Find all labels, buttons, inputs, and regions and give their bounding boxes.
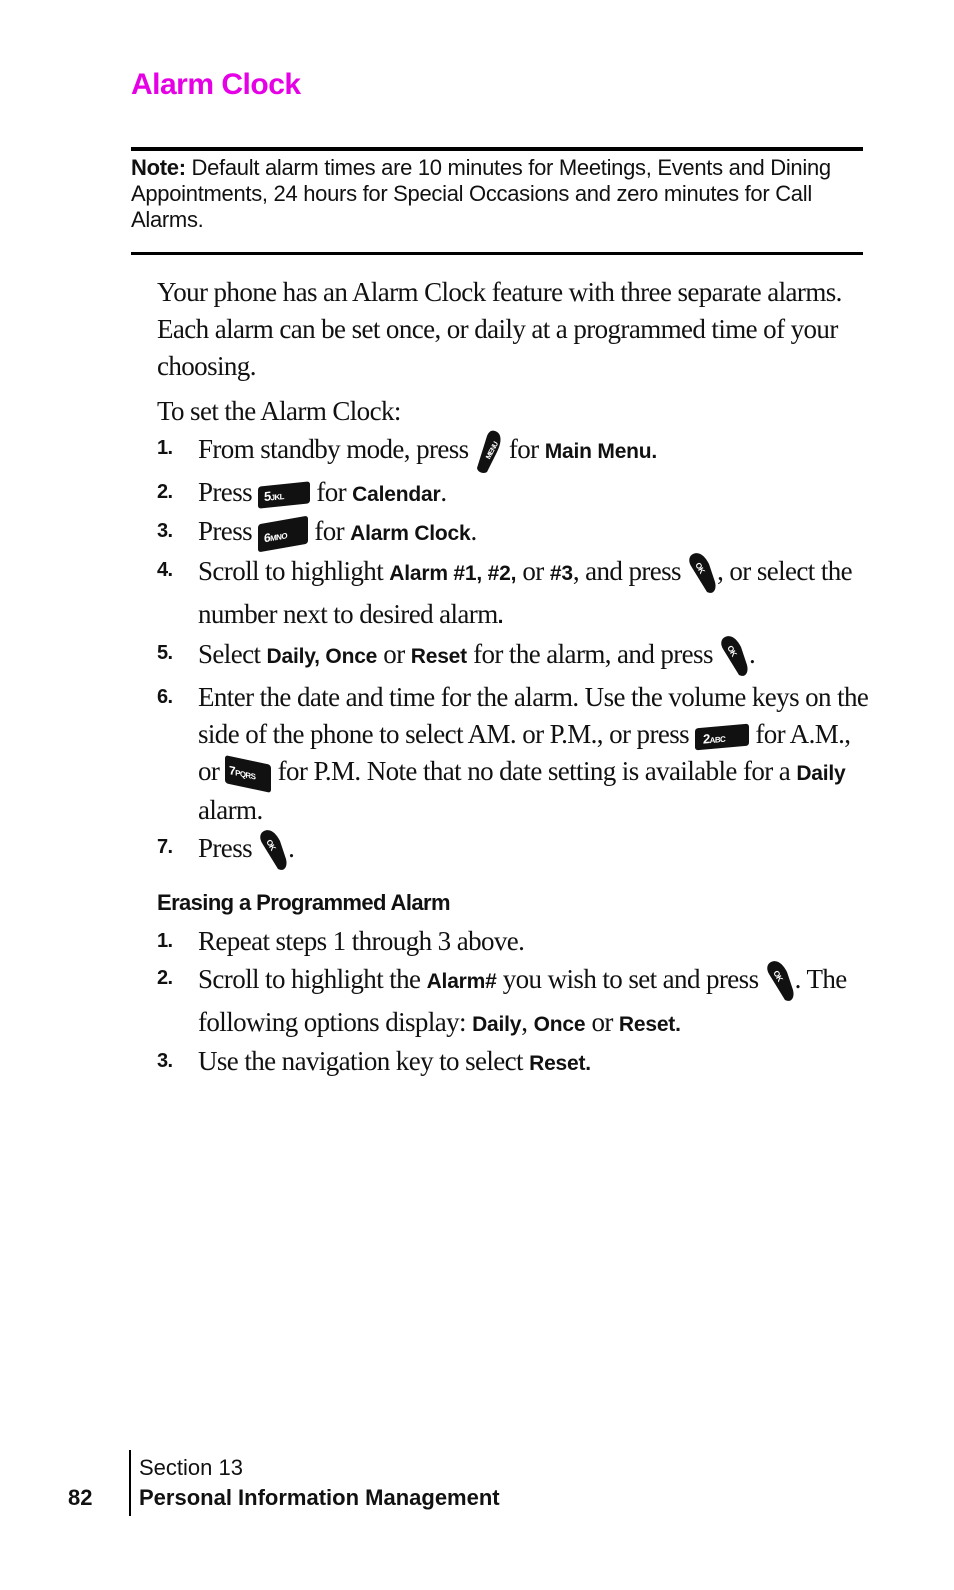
erase-heading: Erasing a Programmed Alarm — [157, 890, 450, 915]
page-title: Alarm Clock — [131, 68, 301, 101]
step-number: 5. — [157, 642, 173, 664]
key-5-icon: 5JKL — [258, 481, 310, 508]
ok-key-icon — [687, 552, 717, 596]
step-number: 1. — [157, 437, 173, 459]
erase-alarm-steps — [157, 923, 869, 1082]
step-number: 6. — [157, 686, 173, 708]
step-number: 2. — [157, 967, 173, 989]
intro-paragraph: Your phone has an Alarm Clock feature with three separate alarms. Each alarm can be set once, or daily at a programmed time of your choosing. — [157, 277, 842, 381]
note-label: Note: — [131, 155, 186, 180]
step-number: 1. — [157, 930, 173, 952]
list-item: 2. Scroll to highlight the Alarm# you wish to set and press OK . The following options display: Daily, Once or Reset. — [157, 960, 869, 1043]
note-top-rule — [131, 147, 863, 151]
ok-key-icon — [765, 960, 795, 1004]
list-item: 3. Use the navigation key to select Reset. — [157, 1043, 869, 1082]
set-alarm-steps — [157, 430, 869, 873]
section-name: Personal Information Management — [139, 1485, 500, 1510]
list-item: 7. Press OK . — [157, 829, 869, 873]
menu-key-icon — [475, 430, 503, 474]
list-item: 4. Scroll to highlight Alarm #1, #2, or #3, and press OK , or select the number next to desired alarm. — [157, 552, 869, 635]
ok-key-icon — [719, 635, 749, 679]
step-number: 4. — [157, 559, 173, 581]
list-item: 1. Repeat steps 1 through 3 above. — [157, 923, 869, 960]
section-label: Section 13 — [139, 1455, 243, 1480]
note-box — [131, 155, 866, 233]
svg-text:MENU: MENU — [484, 441, 500, 461]
note-bottom-rule — [131, 252, 863, 255]
step-number: 3. — [157, 1050, 173, 1072]
set-heading: To set the Alarm Clock: — [157, 396, 401, 426]
step-number: 2. — [157, 481, 173, 503]
step-number: 3. — [157, 520, 173, 542]
list-item: 5. Select Daily, Once or Reset for the alarm, and press OK . — [157, 635, 869, 679]
list-item: 1. From standby mode, press MENU for Main Menu. — [157, 430, 869, 474]
key-7-icon: 7PQRS — [225, 755, 271, 793]
footer-divider — [129, 1450, 131, 1516]
list-item: 2. Press 5JKL for Calendar. — [157, 474, 869, 513]
ok-key-icon — [258, 829, 288, 873]
svg-text:OK: OK — [264, 838, 278, 852]
svg-text:OK: OK — [725, 644, 739, 658]
note-text: Default alarm times are 10 minutes for Meetings, Events and Dining Appointments, 24 hours for Special Occasions and zero minutes for Call Alarms. — [131, 155, 831, 232]
key-2-icon: 2ABC — [695, 723, 749, 750]
list-item: 6. Enter the date and time for the alarm. Use the volume keys on the side of the phone to select AM. or P.M., or press 2ABC for A.M., or 7PQRS for P.M. Note that no date setting is available for a Daily alarm. — [157, 679, 869, 829]
list-item: 3. Press 6MNO for Alarm Clock. — [157, 513, 869, 552]
page-number: 82 — [68, 1485, 93, 1510]
main-content — [157, 274, 869, 1082]
svg-text:OK: OK — [693, 561, 707, 575]
step-number: 7. — [157, 836, 173, 858]
svg-text:OK: OK — [770, 969, 785, 983]
key-6-icon: 6MNO — [258, 515, 308, 552]
